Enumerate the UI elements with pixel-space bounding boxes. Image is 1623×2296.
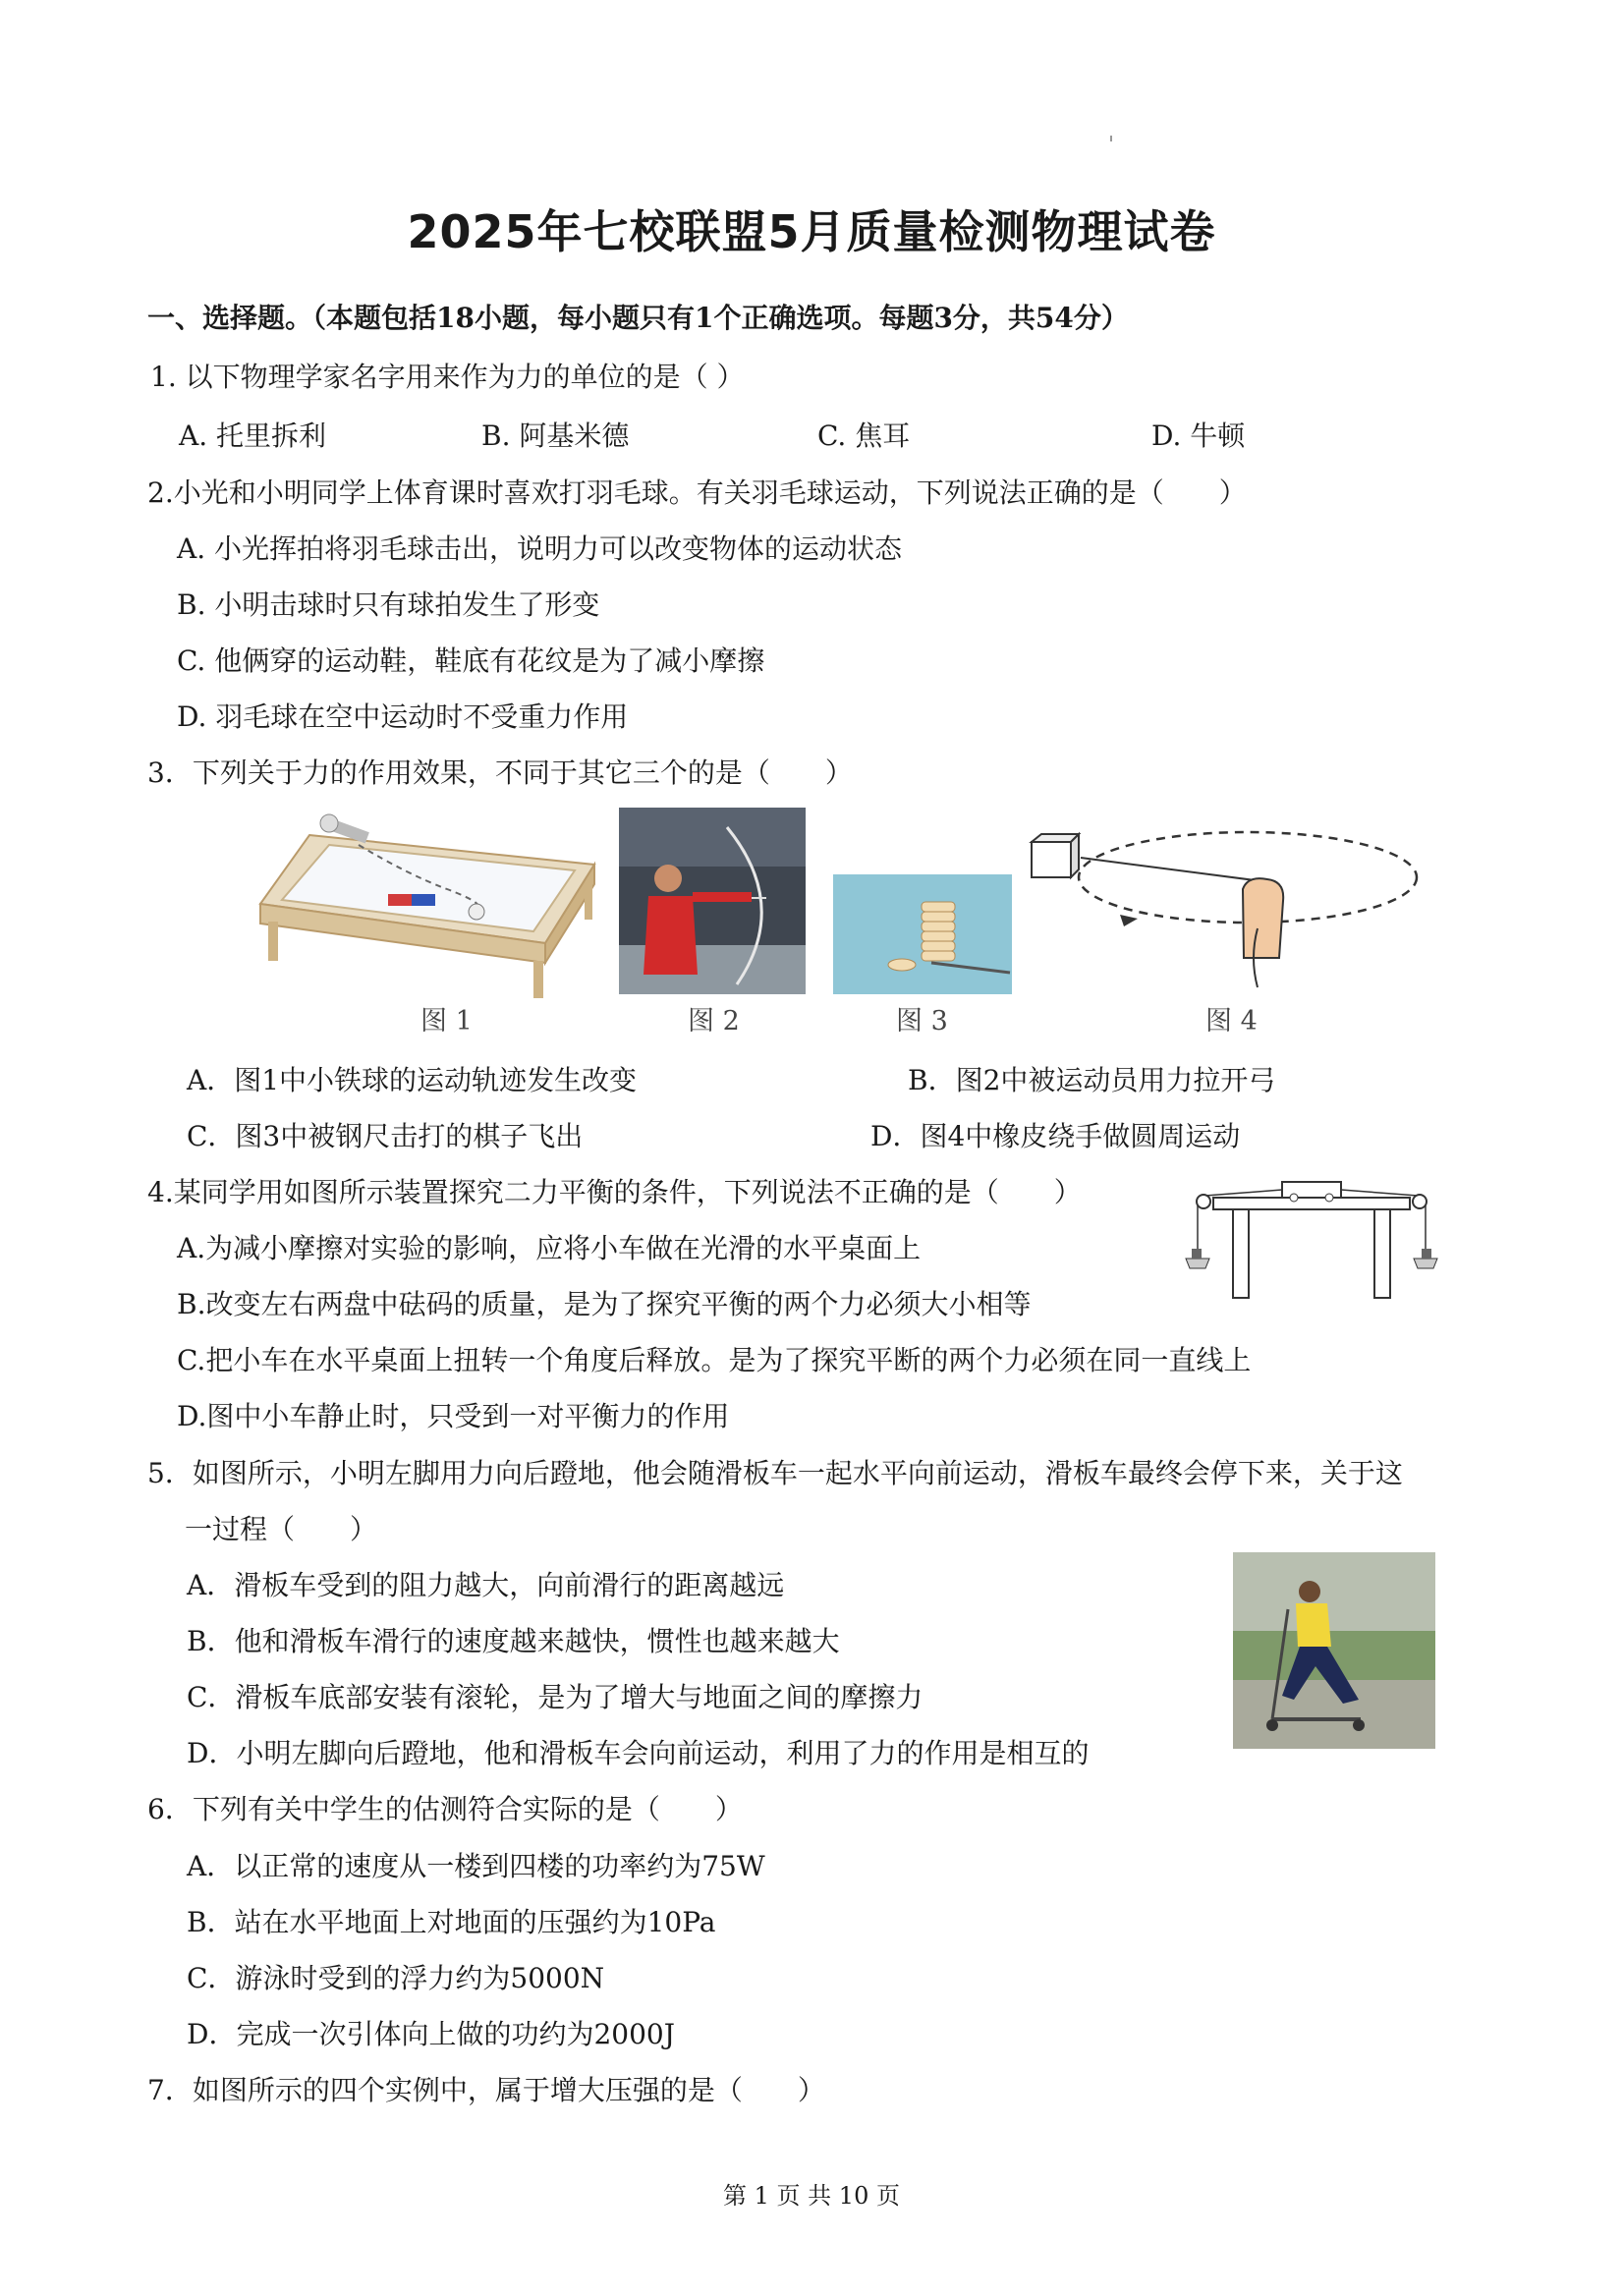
q5-option-c: C．滑板车底部安装有滚轮，是为了增大与地面之间的摩擦力: [187, 1681, 923, 1713]
fig-label-4: 图 4: [1205, 1006, 1258, 1036]
q1-option-c: C. 焦耳: [817, 420, 911, 452]
q6-stem: 6．下列有关中学生的估测符合实际的是（ ）: [147, 1793, 743, 1825]
section-heading: 一、选择题。（本题包括18小题，每小题只有1个正确选项。每题3分，共54分）: [147, 302, 1129, 334]
q6-option-c: C．游泳时受到的浮力约为5000N: [187, 1962, 605, 1994]
q5-stem-line2: 一过程（ ）: [185, 1513, 378, 1545]
q2-stem: 2.小光和小明同学上体育课时喜欢打羽毛球。有关羽毛球运动，下列说法正确的是（ ）: [147, 476, 1247, 509]
q3-option-a: A．图1中小铁球的运动轨迹发生改变: [187, 1064, 638, 1096]
q3-option-d: D．图4中橡皮绕手做圆周运动: [870, 1120, 1241, 1152]
q3-figure-3: [833, 874, 1012, 994]
q1-option-d: D. 牛顿: [1151, 420, 1246, 452]
page-footer: 第 1 页 共 10 页: [723, 2182, 900, 2210]
q5-option-d: D．小明左脚向后蹬地，他和滑板车会向前运动，利用了力的作用是相互的: [187, 1737, 1090, 1769]
q1-stem: 1. 以下物理学家名字用来作为力的单位的是（ ）: [150, 361, 745, 393]
fig-label-1: 图 1: [420, 1006, 473, 1036]
q3-figure-4: [1022, 820, 1425, 992]
q5-option-a: A．滑板车受到的阻力越大，向前滑行的距离越远: [187, 1569, 785, 1601]
q3-stem: 3．下列关于力的作用效果，不同于其它三个的是（ ）: [147, 756, 853, 789]
q4-option-a: A.为减小摩擦对实验的影响，应将小车做在光滑的水平桌面上: [177, 1232, 922, 1264]
page-title: 2025年七校联盟5月质量检测物理试卷: [407, 205, 1216, 258]
q6-option-a: A．以正常的速度从一楼到四楼的功率约为75W: [187, 1850, 765, 1882]
q3-option-b: B．图2中被运动员用力拉开弓: [908, 1064, 1276, 1096]
q3-option-c: C．图3中被钢尺击打的棋子飞出: [187, 1120, 584, 1152]
q4-option-d: D.图中小车静止时，只受到一对平衡力的作用: [177, 1400, 730, 1432]
q2-option-c: C. 他俩穿的运动鞋，鞋底有花纹是为了减小摩擦: [177, 644, 765, 677]
q2-option-d: D. 羽毛球在空中运动时不受重力作用: [177, 700, 629, 733]
q4-option-b: B.改变左右两盘中砝码的质量，是为了探究平衡的两个力必须大小相等: [177, 1288, 1032, 1320]
q2-option-a: A. 小光挥拍将羽毛球击出，说明力可以改变物体的运动状态: [177, 532, 903, 565]
scan-mark: [1110, 136, 1112, 141]
q2-option-b: B. 小明击球时只有球拍发生了形变: [177, 588, 600, 621]
q6-option-d: D．完成一次引体向上做的功约为2000J: [187, 2018, 675, 2050]
fig-label-3: 图 3: [896, 1006, 948, 1036]
q3-figure-2: [619, 808, 806, 994]
q1-option-a: A. 托里拆利: [179, 420, 327, 452]
q4-option-c: C.把小车在水平桌面上扭转一个角度后释放。是为了探究平断的两个力必须在同一直线上: [177, 1344, 1252, 1376]
q6-option-b: B．站在水平地面上对地面的压强约为10Pa: [187, 1906, 716, 1938]
q3-figure-1: [251, 806, 604, 1002]
q1-option-b: B. 阿基米德: [481, 420, 630, 452]
q5-stem-line1: 5．如图所示，小明左脚用力向后蹬地，他会随滑板车一起水平向前运动，滑板车最终会停下来，关于这: [147, 1457, 1403, 1489]
q7-stem: 7．如图所示的四个实例中，属于增大压强的是（ ）: [147, 2074, 825, 2106]
q5-scooter-photo: [1233, 1552, 1435, 1749]
q4-apparatus-figure: [1184, 1174, 1439, 1312]
q5-option-b: B．他和滑板车滑行的速度越来越快，惯性也越来越大: [187, 1625, 840, 1657]
q4-stem: 4.某同学用如图所示装置探究二力平衡的条件，下列说法不正确的是（ ）: [147, 1176, 1082, 1208]
fig-label-2: 图 2: [688, 1006, 740, 1036]
